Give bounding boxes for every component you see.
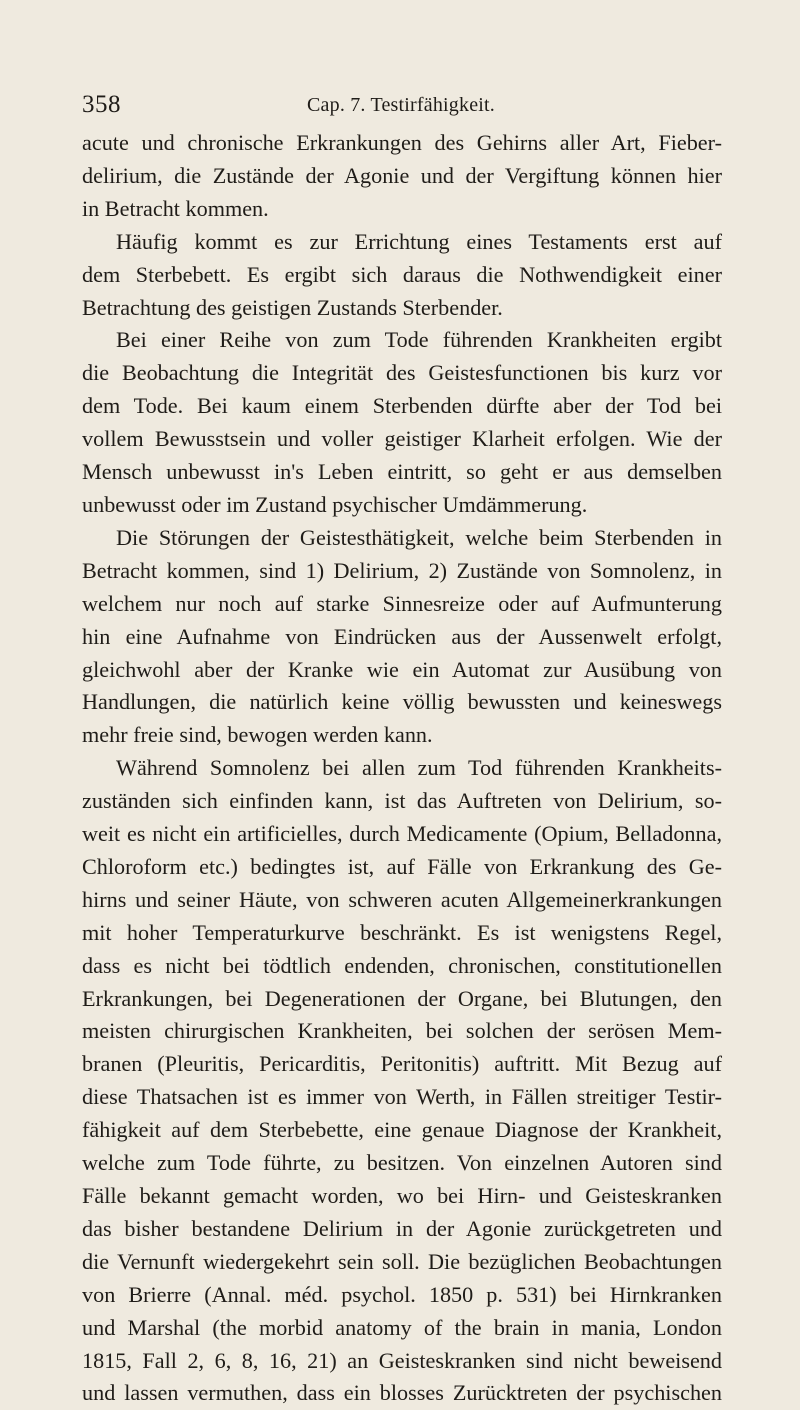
text-line: 1815, Fall 2, 6, 8, 16, 21) an Geisteskranken sind nicht beweisend [82, 1347, 722, 1373]
text-line: hin eine Aufnahme von Eindrücken aus der Aussenwelt erfolgt, [82, 623, 722, 649]
body-text [82, 127, 722, 1410]
text-line: delirium, die Zustände der Agonie und der Vergiftung können hier [82, 162, 722, 188]
text-line: von Brierre (Annal. méd. psychol. 1850 p. 531) bei Hirnkranken [82, 1281, 722, 1307]
text-line: hirns und seiner Häute, von schweren acuten Allgemeinerkrankungen [82, 886, 722, 912]
page-header [82, 90, 722, 120]
text-line: welchem nur noch auf starke Sinnesreize oder auf Aufmunterung [82, 590, 722, 616]
text-line: in Betracht kommen. [82, 195, 269, 221]
text-line: Bei einer Reihe von zum Tode führenden Krankheiten ergibt [116, 327, 722, 353]
text-line: und lassen vermuthen, dass ein blosses Zurücktreten der psychischen [82, 1380, 722, 1406]
text-line: unbewusst oder im Zustand psychischer Umdämmerung. [82, 491, 588, 517]
text-line: Während Somnolenz bei allen zum Tod führenden Krankheits- [116, 755, 722, 781]
text-line: mit hoher Temperaturkurve beschränkt. Es ist wenigstens Regel, [82, 919, 722, 945]
page-number: 358 [82, 91, 121, 118]
text-line: meisten chirurgischen Krankheiten, bei solchen der serösen Mem- [82, 1018, 722, 1044]
text-line: und Marshal (the morbid anatomy of the brain in mania, London [82, 1314, 722, 1340]
text-line: weit es nicht ein artificielles, durch Medicamente (Opium, Belladonna, [82, 821, 722, 847]
text-line: die Vernunft wiedergekehrt sein soll. Die bezüglichen Beobachtungen [82, 1248, 722, 1274]
text-line: dem Sterbebett. Es ergibt sich daraus die Nothwendigkeit einer [82, 261, 722, 287]
text-line: zuständen sich einfinden kann, ist das Auftreten von Delirium, so- [82, 788, 722, 814]
running-head: Cap. 7. Testirfähigkeit. [307, 94, 495, 116]
text-line: welche zum Tode führte, zu besitzen. Von einzelnen Autoren sind [82, 1150, 722, 1176]
text-line: die Beobachtung die Integrität des Geistesfunctionen bis kurz vor [82, 360, 722, 386]
text-line: Handlungen, die natürlich keine völlig bewussten und keineswegs [82, 689, 722, 715]
text-line: Mensch unbewusst in's Leben eintritt, so geht er aus demselben [82, 459, 722, 485]
text-line: Chloroform etc.) bedingtes ist, auf Fälle von Erkrankung des Ge- [82, 853, 722, 879]
text-line: das bisher bestandene Delirium in der Agonie zurückgetreten und [82, 1215, 722, 1241]
text-line: fähigkeit auf dem Sterbebette, eine genaue Diagnose der Krankheit, [82, 1117, 722, 1143]
text-line: mehr freie sind, bewogen werden kann. [82, 722, 433, 748]
text-line: gleichwohl aber der Kranke wie ein Automat zur Ausübung von [82, 656, 722, 682]
text-line: diese Thatsachen ist es immer von Werth, in Fällen streitiger Testir- [82, 1084, 722, 1110]
text-line: acute und chronische Erkrankungen des Gehirns aller Art, Fieber- [82, 130, 722, 155]
text-line: Die Störungen der Geistesthätigkeit, welche beim Sterbenden in [116, 524, 722, 550]
text-line: vollem Bewusstsein und voller geistiger Klarheit erfolgen. Wie der [82, 426, 722, 452]
text-line: Betrachtung des geistigen Zustands Sterbender. [82, 294, 503, 320]
text-line: dem Tode. Bei kaum einem Sterbenden dürfte aber der Tod bei [82, 393, 722, 419]
text-line: dass es nicht bei tödtlich endenden, chronischen, constitutionellen [82, 952, 722, 978]
text-line: Häufig kommt es zur Errichtung eines Testaments erst auf [116, 228, 722, 254]
text-line: Betracht kommen, sind 1) Delirium, 2) Zustände von Somnolenz, in [82, 557, 722, 583]
text-line: branen (Pleuritis, Pericarditis, Peritonitis) auftritt. Mit Bezug auf [82, 1051, 722, 1077]
text-line: Erkrankungen, bei Degenerationen der Organe, bei Blutungen, den [82, 985, 722, 1011]
text-line: Fälle bekannt gemacht worden, wo bei Hirn- und Geisteskranken [82, 1183, 722, 1208]
